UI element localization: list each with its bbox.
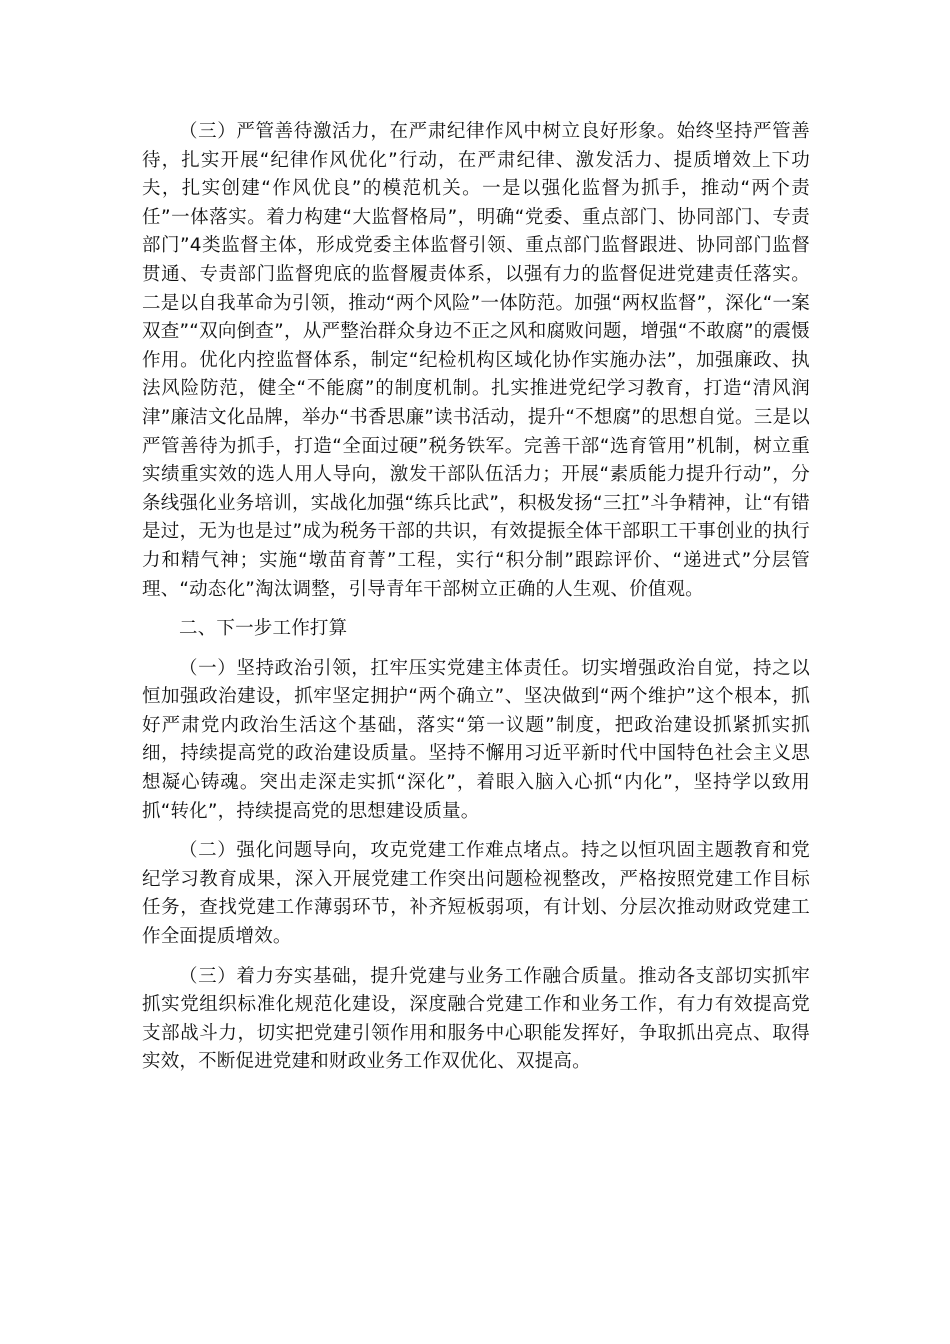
document-page — [142, 118, 810, 1088]
paragraph-consolidate-foundation: （三）着力夯实基础，提升党建与业务工作融合质量。推动各支部切实抓牢抓实党组织标准化规范化建设，深度融合党建工作和业务工作，有力有效提高党支部战斗力，切实把党建引领作用和服务中心职能发挥好，争取抓出亮点、取得实效，不断促进党建和财政业务工作双优化、双提高。 — [142, 965, 810, 1073]
paragraph-political-leadership: （一）坚持政治引领，扛牢压实党建主体责任。切实增强政治自觉，持之以恒加强政治建设，抓牢坚定拥护“两个确立”、坚决做到“两个维护”这个根本，抓好严肃党内政治生活这个基础，落实“第一议题”制度，把政治建设抓紧抓实抓细，持续提高党的政治建设质量。坚持不懈用习近平新时代中国特色社会主义思想凝心铸魂。突出走深走实抓“深化”，着眼入脑入心抓“内化”，坚持学以致用抓“转化”，持续提高党的思想建设质量。 — [142, 657, 810, 822]
section-heading-next-steps: 二、下一步工作打算 — [179, 618, 348, 640]
paragraph-strict-management: （三）严管善待激活力，在严肃纪律作风中树立良好形象。始终坚持严管善待，扎实开展“纪律作风优化”行动，在严肃纪律、激发活力、提质增效上下功夫，扎实创建“作风优良”的模范机关。一是以强化监督为抓手，推动“两个责任”一体落实。着力构建“大监督格局”，明确“党委、重点部门、协同部门、专责部门”4类监督主体，形成党委主体监督引领、重点部门监督跟进、协同部门监督贯通、专责部门监督兜底的监督履责体系，以强有力的监督促进党建责任落实。二是以自我革命为引领，推动“两个风险”一体防范。加强“两权监督”，深化“一案双查”“双向倒查”，从严整治群众身边不正之风和腐败问题，增强“不敢腐”的震慑作用。优化内控监督体系，制定“纪检机构区域化协作实施办法”，加强廉政、执法风险防范，健全“不能腐”的制度机制。扎实推进党纪学习教育，打造“清风润津”廉洁文化品牌，举办“书香思廉”读书活动，提升“不想腐”的思想自觉。三是以严管善待为抓手，打造“全面过硬”税务铁军。完善干部“选育管用”机制，树立重实绩重实效的选人用人导向，激发干部队伍活力；开展“素质能力提升行动”，分条线强化业务培训，实战化加强“练兵比武”，积极发扬“三扛”斗争精神，让“有错是过，无为也是过”成为税务干部的共识，有效提振全体干部职工干事创业的执行力和精气神；实施“墩苗育菁”工程，实行“积分制”跟踪评价、“递进式”分层管理、“动态化”淘汰调整，引导青年干部树立正确的人生观、价值观。 — [142, 121, 810, 600]
paragraph-problem-orientation: （二）强化问题导向，攻克党建工作难点堵点。持之以恒巩固主题教育和党纪学习教育成果，深入开展党建工作突出问题检视整改，严格按照党建工作目标任务，查找党建工作薄弱环节，补齐短板弱项，有计划、分层次推动财政党建工作全面提质增效。 — [142, 840, 810, 948]
